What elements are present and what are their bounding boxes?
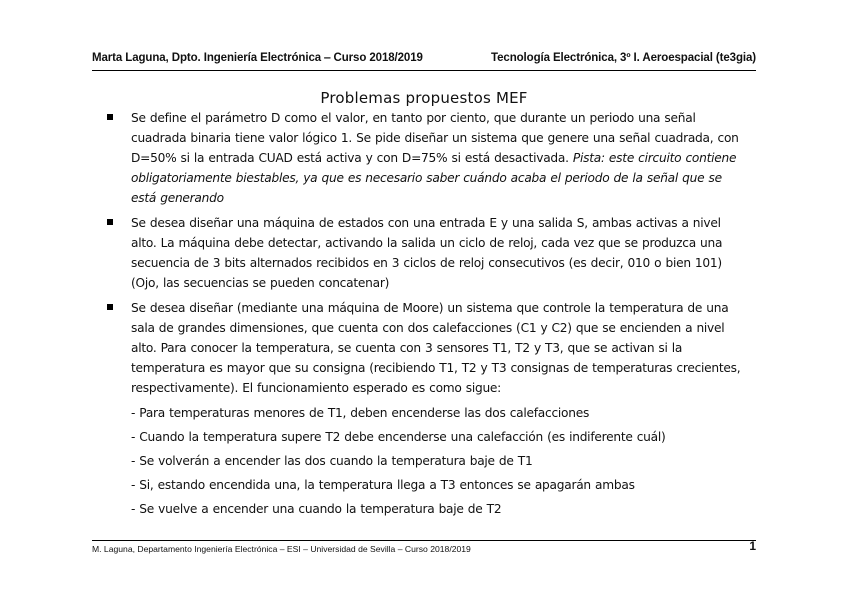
problem-1-hint-line-1: obligatoriamente biestables, ya que es necesario saber cuándo acaba el periodo de la señal que se — [131, 171, 722, 185]
problem-1-line-3 — [131, 148, 736, 168]
problem-1-hint-line-2: está generando — [131, 191, 224, 205]
problem-3-step-5: - Se vuelve a encender una cuando la temperatura baje de T2 — [131, 502, 502, 516]
problem-3-step-1: - Para temperaturas menores de T1, deben encenderse las dos calefacciones — [131, 406, 590, 420]
problem-1-hint-start: Pista: este circuito contiene — [572, 151, 737, 165]
page-title: Problemas propuestos MEF — [320, 89, 528, 107]
problem-3-line-1: Se desea diseñar (mediante una máquina de Moore) un sistema que controle la temperatura de una — [131, 301, 729, 315]
page-header — [92, 52, 756, 64]
bullet-icon — [107, 219, 113, 225]
header-right: Tecnología Electrónica, 3º I. Aeroespacial (te3gia) — [491, 52, 756, 64]
problem-3-step-4: - Si, estando encendida una, la temperatura llega a T3 entonces se apagarán ambas — [131, 478, 635, 492]
problem-3-line-5: respectivamente). El funcionamiento esperado es como sigue: — [131, 381, 502, 395]
problem-3-step-2: - Cuando la temperatura supere T2 debe encenderse una calefacción (es indiferente cuál) — [131, 430, 666, 444]
header-left: Marta Laguna, Dpto. Ingeniería Electrónica ‒ Curso 2018/2019 — [92, 52, 423, 64]
problem-3-line-3: alto. Para conocer la temperatura, se cuenta con 3 sensores T1, T2 y T3, que se activan si la — [131, 341, 683, 355]
problem-3-step-3: - Se volverán a encender las dos cuando la temperatura baje de T1 — [131, 454, 533, 468]
page-footer — [92, 539, 756, 554]
problem-1-line-2: cuadrada binaria tiene valor lógico 1. Se pide diseñar un sistema que genere una señal cuadrada, con — [131, 131, 739, 145]
footer-rule — [92, 540, 756, 541]
problem-1-line-3-text: D=50% si la entrada CUAD está activa y con D=75% si está desactivada. — [131, 151, 573, 165]
page-number: 1 — [749, 539, 756, 553]
problem-3-line-2: sala de grandes dimensiones, que cuenta con dos calefacciones (C1 y C2) que se encienden a nivel — [131, 321, 725, 335]
header-rule — [92, 70, 756, 71]
problem-2-line-1: Se desea diseñar una máquina de estados con una entrada E y una salida S, ambas activas a nivel — [131, 216, 721, 230]
problem-2-line-2: alto. La máquina debe detectar, activando la salida un ciclo de reloj, cada vez que se produzca una — [131, 236, 723, 250]
bullet-icon — [107, 114, 113, 120]
footer-text: M. Laguna, Departamento Ingeniería Electrónica – ESI – Universidad de Sevilla – Curso 2018/2019 — [92, 544, 471, 554]
problem-3-line-4: temperatura es mayor que su consigna (recibiendo T1, T2 y T3 consignas de temperaturas crecientes, — [131, 361, 741, 375]
problem-1-line-1: Se define el parámetro D como el valor, en tanto por ciento, que durante un periodo una señal — [131, 111, 696, 125]
problem-2-line-4: (Ojo, las secuencias se pueden concatenar) — [131, 276, 390, 290]
bullet-icon — [107, 304, 113, 310]
problem-2-line-3: secuencia de 3 bits alternados recibidos en 3 ciclos de reloj consecutivos (es decir, 010 o bien 101) — [131, 256, 722, 270]
